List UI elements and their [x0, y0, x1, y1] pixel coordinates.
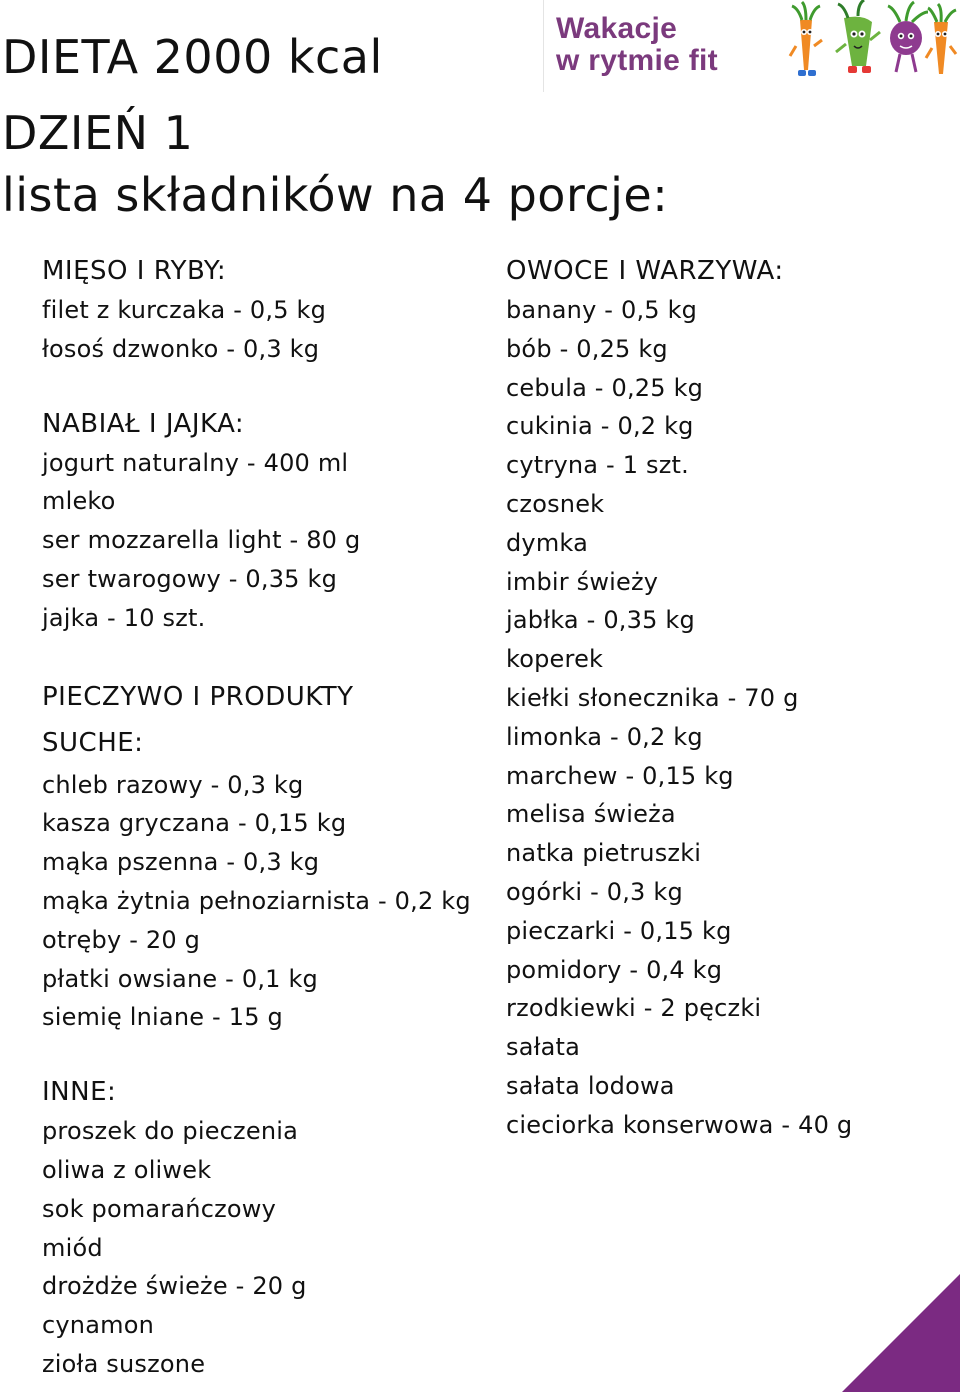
list-item: oliwa z oliwek [42, 1155, 212, 1184]
list-item: limonka - 0,2 kg [506, 722, 703, 751]
list-item: melisa świeża [506, 800, 676, 829]
list-item: jajka - 10 szt. [42, 603, 206, 632]
list-item: ser twarogowy - 0,35 kg [42, 564, 338, 593]
list-item: rzodkiewki - 2 pęczki [506, 994, 762, 1023]
logo-divider [543, 0, 544, 92]
list-subtitle: lista składników na 4 porcje: [2, 168, 669, 222]
list-item: drożdże świeże - 20 g [42, 1272, 307, 1301]
list-item: banany - 0,5 kg [506, 296, 698, 324]
green-vegetable-mascot-icon [836, 0, 880, 73]
list-item: mąka żytnia pełnoziarnista - 0,2 kg [42, 886, 471, 915]
list-item: sałata lodowa [506, 1071, 675, 1100]
carrot-mascot-icon [790, 2, 822, 76]
list-item: pomidory - 0,4 kg [506, 955, 723, 984]
list-item: marchew - 0,15 kg [506, 761, 734, 790]
day-title: DZIEŃ 1 [2, 106, 194, 160]
list-item: cytryna - 1 szt. [506, 451, 689, 480]
list-item: natka pietruszki [506, 839, 702, 868]
list-item: płatki owsiane - 0,1 kg [42, 964, 318, 993]
list-item: otręby - 20 g [42, 925, 201, 954]
list-item: mąka pszenna - 0,3 kg [42, 848, 320, 877]
list-item: chleb razowy - 0,3 kg [42, 770, 304, 799]
list-item: jabłka - 0,35 kg [506, 606, 695, 635]
list-item: czosnek [506, 489, 605, 518]
list-item: siemię lniane - 15 g [42, 1003, 283, 1032]
right-column [506, 252, 946, 1145]
list-item: zioła suszone [42, 1349, 206, 1378]
list-item: cieciorka konserwowa - 40 g [506, 1110, 853, 1139]
list-item: kiełki słonecznika - 70 g [506, 683, 799, 712]
list-item: pieczarki - 0,15 kg [506, 916, 732, 945]
carrot-mascot-icon [926, 4, 956, 74]
list-item: proszek do pieczenia [42, 1117, 299, 1146]
list-item: miód [42, 1233, 103, 1262]
list-item: cebula - 0,25 kg [506, 373, 704, 402]
list-item: bób - 0,25 kg [506, 334, 668, 363]
list-item: łosoś dzwonko - 0,3 kg [42, 334, 320, 363]
list-item: cynamon [42, 1311, 154, 1340]
diet-title: DIETA 2000 kcal [2, 30, 383, 84]
list-item: cukinia - 0,2 kg [506, 412, 694, 441]
purple-triangle-decoration [842, 1274, 960, 1392]
vegetable-mascots-icon [782, 0, 960, 92]
list-item: sałata [506, 1033, 581, 1062]
list-item: dymka [506, 528, 588, 557]
logo [556, 14, 718, 76]
list-item: ogórki - 0,3 kg [506, 877, 683, 906]
beet-mascot-icon [888, 2, 928, 72]
list-item: kasza gryczana - 0,15 kg [42, 809, 347, 838]
logo-line-2: w rytmie fit [556, 44, 718, 77]
left-column [42, 252, 492, 1384]
list-item: sok pomarańczowy [42, 1194, 277, 1223]
section-heading-other: INNE: [42, 1077, 117, 1108]
section-heading-dairy: NABIAŁ I JAJKA: [42, 408, 245, 439]
section-heading-meat: MIĘSO I RYBY: [42, 256, 227, 286]
section-heading-fruits-vegetables: OWOCE I WARZYWA: [506, 256, 784, 286]
list-item: imbir świeży [506, 567, 659, 596]
list-item: ser mozzarella light - 80 g [42, 526, 361, 555]
logo-line-1: Wakacje [556, 12, 678, 45]
list-item: mleko [42, 487, 116, 516]
list-item: koperek [506, 645, 604, 674]
list-item: filet z kurczaka - 0,5 kg [42, 296, 327, 324]
list-item: jogurt naturalny - 400 ml [42, 448, 349, 477]
section-heading-bread: PIECZYWO I PRODUKTY SUCHE: [42, 681, 354, 758]
